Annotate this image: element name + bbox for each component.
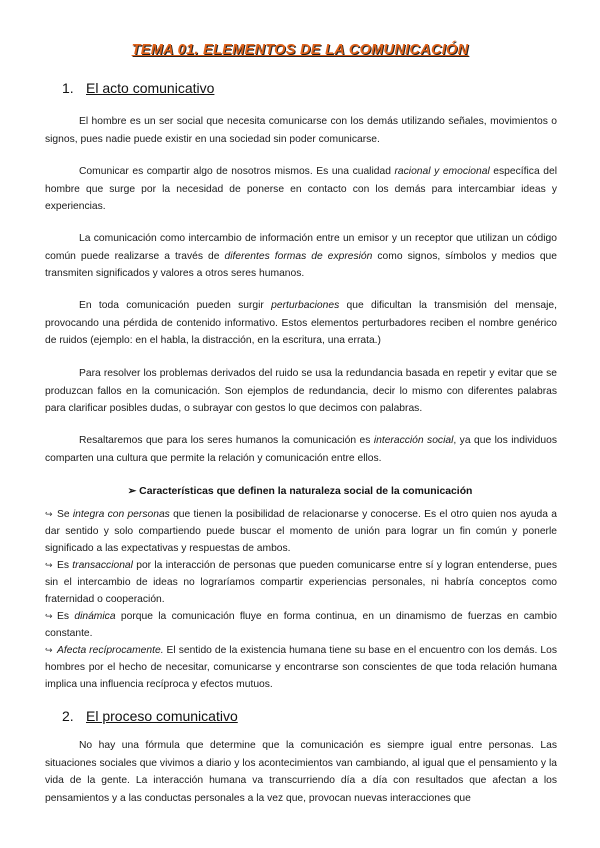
subheading: ➢ Características que definen la naturaleza social de la comunicación <box>127 486 473 497</box>
section-heading-2 <box>62 708 238 724</box>
bullet-item: ↪ Es transaccional por la interacción de personas que pueden comunicarse entre sí y logran entenderse, pues sin el intercambio de ideas no lograríamos compartir experiencias personales, ni habría conceptos como fraternidad o cooperación. <box>45 557 557 608</box>
paragraph-2: Comunicar es compartir algo de nosotros mismos. Es una cualidad racional y emocional específica del hombre que surge por la necesidad de ponerse en contacto con los demás para intercambiar ideas y experiencias. <box>45 166 557 212</box>
section-title: El proceso comunicativo <box>86 708 238 724</box>
section-number: 2. <box>62 708 74 724</box>
paragraph-4: En toda comunicación pueden surgir perturbaciones que dificultan la transmisión del mensaje, provocando una pérdida de contenido informativo. Estos elementos perturbadores reciben el nombre genérico de ruidos (ejemplo: en el habla, la distracción, en la escritura, una errata.) <box>45 300 557 346</box>
paragraph-6: Resaltaremos que para los seres humanos la comunicación es interacción social, ya que los individuos comparten una cultura que permite la relación y comunicación entre ellos. <box>45 435 557 464</box>
section-title: El acto comunicativo <box>86 80 215 96</box>
paragraph-7: No hay una fórmula que determine que la comunicación es siempre igual entre personas. Las situaciones sociales que vivimos a diario y los acontecimientos van cambiando, al igual que el pensamiento y la vida de la gente. La interacción humana va transcurriendo día a día con resultados que afectan a los pensamientos y a las conductas personales a la vez que, provocan nuevas interacciones que <box>45 740 557 804</box>
paragraph-1: El hombre es un ser social que necesita comunicarse con los demás utilizando señales, movimientos o signos, pues nadie puede existir en una sociedad sin poder comunicarse. <box>45 116 557 145</box>
bullet-item: ↪ Se integra con personas que tienen la posibilidad de relacionarse y conocerse. Es el otro quien nos ayuda a dar sentido y solo compartiendo puede buscar el momento de unión para lograr un fin común y ponerle significado a las expectativas y respuestas de ambos. <box>45 506 557 557</box>
paragraph-5: Para resolver los problemas derivados del ruido se usa la redundancia basada en repetir y evitar que se produzcan fallos en la comunicación. Son ejemplos de redundancia, decir lo mismo con diferentes palabras para clarificar posibles dudas, o subrayar con gestos lo que decimos con palabras. <box>45 368 557 414</box>
bullet-item: ↪ Es dinámica porque la comunicación fluye en forma continua, en un dinamismo de fuerzas en cambio constante. <box>45 608 557 642</box>
paragraph-3: La comunicación como intercambio de información entre un emisor y un receptor que utilizan un código común puede realizarse a través de diferentes formas de expresión como signos, símbolos y medios que transmiten significados y valores a otros seres humanos. <box>45 233 557 279</box>
bullet-item: ↪ Afecta recíprocamente. El sentido de la existencia humana tiene su base en el encuentro con los demás. Los hombres por el hecho de necesitar, comunicarse y encontrarse son conscientes de que toda relación humana implica una influencia recíproca y efectos mutuos. <box>45 642 557 693</box>
hook-arrow-icon: ↪ <box>45 560 53 570</box>
hook-arrow-icon: ↪ <box>45 645 53 655</box>
section-heading-1 <box>62 80 214 96</box>
hook-arrow-icon: ↪ <box>45 611 53 621</box>
document-title: TEMA 01. ELEMENTOS DE LA COMUNICACIÓN <box>131 42 469 58</box>
hook-arrow-icon: ↪ <box>45 509 53 519</box>
section-number: 1. <box>62 80 74 96</box>
